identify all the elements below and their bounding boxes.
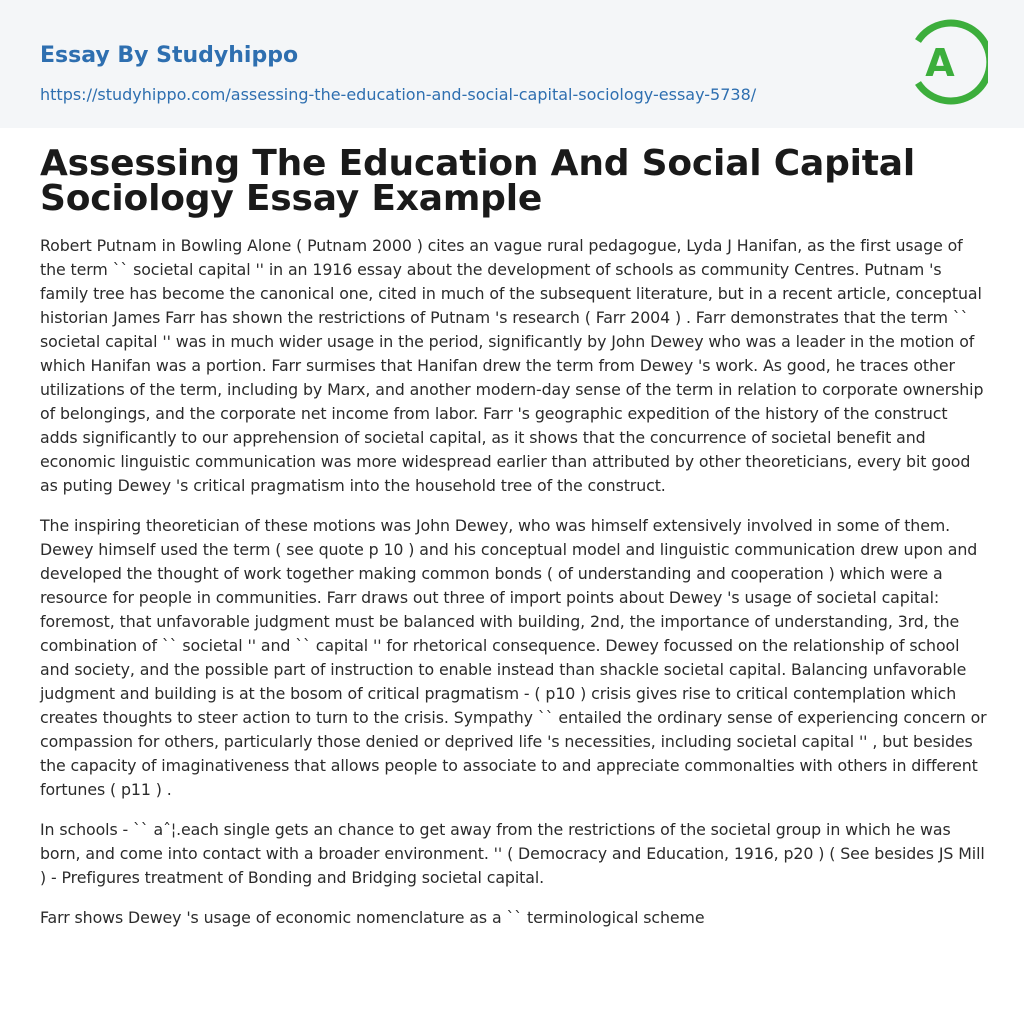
site-brand[interactable]: Essay By Studyhippo — [40, 43, 299, 68]
essay-title: Assessing The Education And Social Capital Sociology Essay Example — [40, 143, 916, 219]
essay-paragraph: In schools - `` aˆ¦.each single gets an chance to get away from the restrictions of the societal group in which he was born, and come into contact with a broader environment. '' ( Democracy and Education, 1916, p20 ) ( See besides JS Mill ) - Prefigures treatment of Bonding and Bridging societal capital. — [40, 820, 985, 887]
essay-url-link[interactable]: https://studyhippo.com/assessing-the-education-and-social-capital-sociology-essay-5738/ — [40, 85, 757, 104]
logo-letter: A — [925, 41, 955, 85]
logo-ring-icon — [906, 18, 988, 106]
essay-paragraph: The inspiring theoretician of these motions was John Dewey, who was himself extensively involved in some of them. Dewey himself used the term ( see quote p 10 ) and his conceptual model and linguistic communication drew upon and developed the thought of work together making common bonds ( of understanding and cooperation ) which were a resource for people in communities. Farr draws out three of import points about Dewey 's usage of societal capital: foremost, that unfavorable judgment must be balanced with building, 2nd, the importance of understanding, 3rd, the combination of `` societal '' and `` capital '' for rhetorical consequence. Dewey focussed on the relationship of school and society, and the possible part of instruction to enable instead than shackle societal capital. Balancing unfavorable judgment and building is at the bosom of critical pragmatism - ( p10 ) crisis gives rise to critical contemplation which creates thoughts to steer action to turn to the crisis. Sympathy `` entailed the ordinary sense of experiencing concern or compassion for others, particularly those denied or deprived life 's necessities, including societal capital '' , but besides the capacity of imaginativeness that allows people to associate to and appreciate commonalties with others in different fortunes ( p11 ) . — [40, 516, 987, 799]
site-header — [0, 0, 1024, 128]
studyhippo-logo[interactable] — [906, 18, 988, 106]
essay-content — [40, 143, 988, 946]
essay-paragraph: Robert Putnam in Bowling Alone ( Putnam 2000 ) cites an vague rural pedagogue, Lyda J Hanifan, as the first usage of the term `` societal capital '' in an 1916 essay about the development of schools as community Centres. Putnam 's family tree has become the canonical one, cited in much of the subsequent literature, but in a recent article, conceptual historian James Farr has shown the restrictions of Putnam 's research ( Farr 2004 ) . Farr demonstrates that the term `` societal capital '' was in much wider usage in the period, significantly by John Dewey who was a leader in the motion of which Hanifan was a portion. Farr surmises that Hanifan drew the term from Dewey 's work. As good, he traces other utilizations of the term, including by Marx, and another modern-day sense of the term in relation to corporate ownership of belongings, and the corporate net income from labor. Farr 's geographic expedition of the history of the construct adds significantly to our apprehension of societal capital, as it shows that the concurrence of societal benefit and economic linguistic communication was more widespread earlier than attributed by other theoreticians, every bit good as puting Dewey 's critical pragmatism into the household tree of the construct. — [40, 236, 984, 495]
essay-paragraph: Farr shows Dewey 's usage of economic nomenclature as a `` terminological scheme — [40, 908, 705, 927]
